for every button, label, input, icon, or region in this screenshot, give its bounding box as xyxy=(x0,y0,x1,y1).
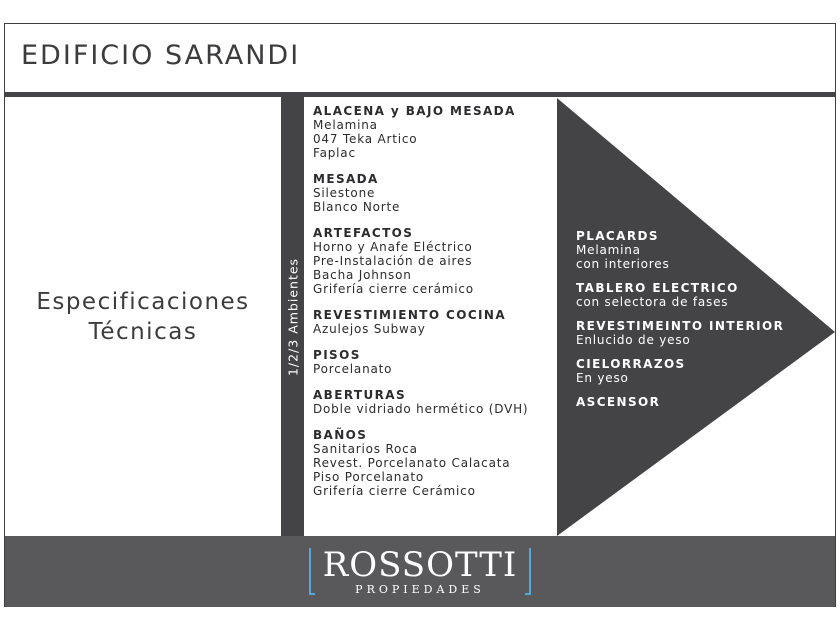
spec-line: con selectora de fases xyxy=(576,295,729,309)
spec-line: Silestone xyxy=(313,186,376,200)
spec-line: con interiores xyxy=(576,257,670,271)
spec-group xyxy=(313,428,563,498)
brand-name: ROSSOTTI xyxy=(322,545,518,585)
spec-line: 047 Teka Artico xyxy=(313,132,418,146)
spec-line: Doble vidriado hermético (DVH) xyxy=(313,402,529,416)
spec-title: ARTEFACTOS xyxy=(313,226,414,240)
spec-group xyxy=(313,388,563,416)
section-label-line-2: Técnicas xyxy=(88,318,198,345)
spec-line: Melamina xyxy=(313,118,378,132)
page-title: EDIFICIO SARANDI xyxy=(21,40,301,71)
spec-title: PLACARDS xyxy=(576,229,659,243)
spec-title: ABERTURAS xyxy=(313,388,407,402)
spec-line: Melamina xyxy=(576,243,641,257)
spec-line: Porcelanato xyxy=(313,362,393,376)
spec-line: Sanitarios Roca xyxy=(313,442,418,456)
spec-group xyxy=(313,226,563,296)
section-label xyxy=(5,97,281,536)
section-label-line-1: Especificaciones xyxy=(36,288,250,315)
spec-group xyxy=(576,357,826,385)
spec-title: REVESTIMIENTO COCINA xyxy=(313,308,507,322)
spec-title: PISOS xyxy=(313,348,361,362)
brand-logo xyxy=(309,546,531,598)
spec-sheet xyxy=(4,23,836,607)
spec-line: Grifería cierre Cerámico xyxy=(313,484,476,498)
spec-line: Grifería cierre cerámico xyxy=(313,282,474,296)
spec-group xyxy=(313,308,563,336)
spec-title: BAÑOS xyxy=(313,428,368,442)
spec-line: Piso Porcelanato xyxy=(313,470,425,484)
brand-subtitle: PROPIEDADES xyxy=(355,583,485,596)
spec-group xyxy=(313,172,563,214)
spec-line: Azulejos Subway xyxy=(313,322,426,336)
specs-list xyxy=(313,104,563,510)
spec-title: ASCENSOR xyxy=(576,395,661,409)
footer xyxy=(5,536,835,607)
spec-line: En yeso xyxy=(576,371,629,385)
spec-group xyxy=(313,348,563,376)
spec-title: MESADA xyxy=(313,172,379,186)
spec-group xyxy=(313,104,563,160)
spec-line: Blanco Norte xyxy=(313,200,401,214)
spec-title: ALACENA y BAJO MESADA xyxy=(313,104,516,118)
spec-title: REVESTIMEINTO INTERIOR xyxy=(576,319,785,333)
spec-group xyxy=(576,229,826,271)
spec-line: Faplac xyxy=(313,146,356,160)
spec-line: Horno y Anafe Eléctrico xyxy=(313,240,473,254)
header xyxy=(5,24,835,92)
spec-title: CIELORRAZOS xyxy=(576,357,686,371)
right-specs-list xyxy=(576,229,826,419)
spec-group xyxy=(576,395,826,409)
spec-group xyxy=(576,319,826,347)
spec-title: TABLERO ELECTRICO xyxy=(576,281,739,295)
vertical-bar xyxy=(281,97,304,536)
unit-types-label: 1/2/3 Ambientes xyxy=(285,257,300,376)
spec-line: Revest. Porcelanato Calacata xyxy=(313,456,511,470)
spec-line: Bacha Johnson xyxy=(313,268,412,282)
spec-group xyxy=(576,281,826,309)
spec-line: Enlucido de yeso xyxy=(576,333,691,347)
spec-line: Pre-Instalación de aires xyxy=(313,254,473,268)
